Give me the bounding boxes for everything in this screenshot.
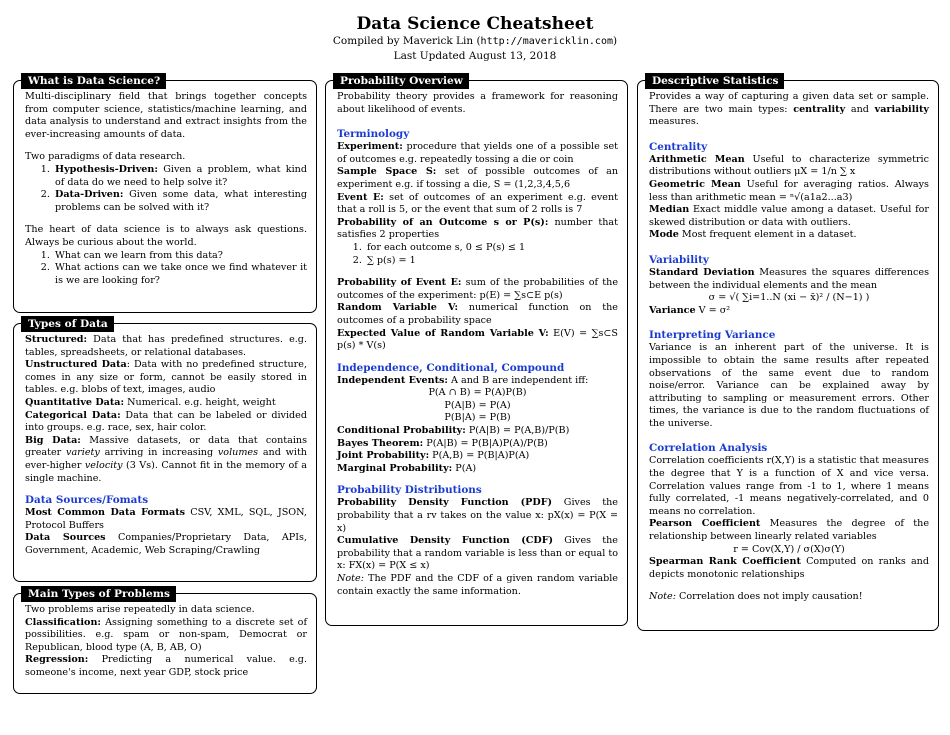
classification-def [25,617,307,655]
formula: σ = √( ∑i=1..N (xi − x̄)² / (N−1) ) [708,292,870,304]
term: Arithmetic Mean [649,153,745,165]
definition: Gives the probability that a rv takes on the value x: pX(x) = P(X = x) [337,497,618,534]
paradigms-intro: Two paradigms of data research. [25,151,186,163]
pdf-def [337,497,618,535]
formats-def [25,507,307,532]
term: Structured: [25,334,88,345]
term: Variance [649,304,696,316]
emphasis: volumes [217,447,259,459]
term: Joint Probability: [337,450,430,462]
joint-def [337,450,618,463]
subheading: Centrality [649,140,708,153]
intro-text: Two problems arise repeatedly in data science. [25,604,255,615]
definition: procedure that yields one of a possible set of outcomes e.g. repeatedly tossing a die or coin [337,141,618,165]
definition: CSV, XML, SQL, JSON, Protocol Buffers [25,507,307,531]
correlation-text: Correlation coefficients r(X,Y) is a statistic that measures the degree that Y is a function of X and vice versa. Correlation values range from -1 to 1, where 1 means fully correlated, -1 means negatively-correlated, and 0 means no correlation. [649,455,929,517]
term: Big Data: [25,434,81,446]
definition: Gives the probability that a random variable is less than or equal to x: FX(x) = P(X ≤ x) [337,535,619,572]
section-title: Descriptive Statistics [645,73,784,89]
intro-text [649,91,929,129]
term: Cumulative Density Function (CDF) [337,535,554,547]
definition: Given a problem, what kind of data do we need to help solve it? [55,163,307,188]
bayes-def [337,438,618,451]
categorical-def [25,410,307,435]
unstructured-def [25,359,307,397]
list-item [53,164,307,189]
formula: P(B|A) = P(B) [444,412,511,424]
definition: P(A|B) = P(B|A)P(A)/P(B) [423,437,548,449]
sources-def [25,532,307,557]
last-updated: Last Updated August 13, 2018 [393,50,557,62]
term: Most Common Data Formats [25,507,186,519]
list-item: 1. for each outcome s, 0 ≤ P(s) ≤ 1 [365,242,618,255]
note [649,591,929,604]
conditional-def [337,425,618,438]
term: Data Sources [25,532,106,544]
spearman-def [649,556,929,581]
event-def [337,192,618,217]
regression-def [25,654,307,679]
term: Mode [649,229,679,241]
formula: P(A|B) = P(A) [444,399,511,411]
term: Probability Density Function (PDF) [337,497,553,509]
definition: Most frequent element in a dataset. [678,229,857,241]
definition: Useful to characterize symmetric distributions without outliers μX = 1/n ∑ x [649,153,929,178]
term: Pearson Coefficient [649,518,761,530]
note-label: Note: [649,591,676,603]
marginal-def [337,463,618,476]
list-item [53,189,307,214]
emphasis: variety [66,447,100,459]
term: Bayes Theorem: [337,437,424,449]
term: Marginal Probability: [337,462,453,474]
term: Quantitative Data: [25,396,125,408]
term: Regression: [25,654,89,666]
definition: E(V) = ∑s⊂S p(s) * V(s) [337,327,618,352]
intro-text: Probability theory provides a framework for reasoning about likelihood of events. [337,91,618,115]
definition: number that satisfies 2 properties [337,216,618,241]
term: Hypothesis-Driven: [55,163,158,175]
compiled-suffix: ) [613,35,618,47]
definition: arriving in increasing [99,447,218,459]
definition: Data that has predefined structures. e.g. tables, spreadsheets, or relational databases. [25,334,307,358]
definition: Companies/Proprietary Data, APIs, Government, Academic, Web Scraping/Crawling [25,532,308,556]
definition: Massive datasets, or data that contains greater [25,434,307,459]
term: Experiment: [337,141,403,153]
median-def [649,204,929,229]
term: Unstructured Data [25,359,127,371]
term: centrality [793,103,846,115]
definition: P(A|B) = P(A,B)/P(B) [465,425,570,437]
definition: Assigning something to a discrete set of possibilities. e.g. spam or non-spam, Democrat or Republican, blood type (A, B, AB, O) [25,616,307,653]
subheading: Independence, Conditional, Compound [337,361,565,374]
term: Conditional Probability: [337,425,466,437]
definition: Useful for averaging ratios. Always less than arithmetic mean = ⁿ√(a1a2...a3) [649,178,929,203]
intro-text: Multi-disciplinary field that brings together concepts from computer science, statistics/machine learning, and data analysis to understand and extract insights from the ever-increasing amounts of data. [25,91,307,140]
text: and [845,103,875,115]
note-text: Correlation does not imply causation! [675,591,863,603]
outcome-prob-def [337,217,618,242]
text: measures. [649,116,699,128]
section-probability-overview [325,75,628,626]
subheading: Probability Distributions [337,484,482,497]
term: Probability of an Outcome s or P(s): [337,216,549,228]
question-list [25,250,307,288]
compiled-by [0,34,950,49]
subheading: Terminology [337,128,410,141]
term: Random Variable V: [337,302,458,314]
section-title: What is Data Science? [21,73,166,89]
definition: V = σ² [695,304,731,316]
interpreting-variance-text: Variance is an inherent part of the universe. It is impossible to obtain the same results after repeated observations of the same event due to random noise/error. Variance can be explained away by attributing to sampling or measurement errors. Other times, the variance is due to the random fluctuations of the universe. [649,342,929,429]
properties-list [337,242,618,267]
std-dev-def [649,267,929,292]
term: variability [874,103,929,115]
arithmetic-mean-def [649,154,929,179]
section-types-of-data [13,318,317,582]
definition: Numerical. e.g. height, weight [124,396,276,408]
definition: Measures the squares differences between the individual elements and the mean [649,266,929,291]
subheading: Data Sources/Fomats [25,494,149,507]
term: Standard Deviation [649,266,755,278]
term: Event E: [337,191,384,203]
compiled-prefix: Compiled by Maverick Lin ( [332,35,481,47]
section-main-types-of-problems [13,588,317,694]
emphasis: velocity [84,459,123,471]
section-title: Probability Overview [333,73,469,89]
variance-def [649,305,929,318]
definition: P(A) [452,462,477,474]
term: Median [649,204,690,216]
term: Spearman Rank Coefficient [649,556,801,568]
definition: and with ever-higher [25,447,307,471]
definition: P(A,B) = P(B|A)P(A) [429,450,530,462]
definition: Computed on ranks and depicts monotonic relationships [649,556,929,580]
list-item: 2. What actions can we take once we find whatever it is we are looking for? [53,262,307,287]
term: Sample Space S: [337,166,437,178]
quantitative-def [25,397,307,410]
section-title: Main Types of Problems [21,586,176,602]
formula: r = Cov(X,Y) / σ(X)σ(Y) [733,543,845,555]
note-text: The PDF and the CDF of a given random variable contain exactly the same information. [337,573,618,597]
heart-text: The heart of data science is to always ask questions. Always be curious about the world. [25,224,307,248]
formula: P(A ∩ B) = P(A)P(B) [428,387,527,399]
subheading: Correlation Analysis [649,442,768,455]
definition: set of outcomes of an experiment e.g. event that a roll is 5, or the event that sum of 2 rolls is 7 [337,191,618,216]
page-title: Data Science Cheatsheet [356,14,594,34]
definition: (3 Vs). Cannot fit in the memory of a single machine. [25,459,308,484]
pearson-def [649,518,929,543]
page-header [0,14,950,63]
definition: sum of the probabilities of the outcomes of the experiment: p(E) = ∑s⊂E p(s) [337,277,618,301]
definition: : Data with no predefined structure, comes in any size or form, cannot be easily stored in tables. e.g. blobs of text, images, audio [25,359,307,396]
definition: Data that can be labeled or divided into groups. e.g. race, sex, hair color. [25,409,307,434]
random-variable-def [337,302,618,327]
definition: set of possible outcomes of an experiment e.g. if tossing a die, S = (1,2,3,4,5,6 [337,166,618,190]
big-data-def [25,435,307,485]
term: Independent Events: [337,374,448,386]
term: Classification: [25,616,101,628]
structured-def [25,334,307,359]
definition: Predicting a numerical value. e.g. someone's income, next year GDP, stock price [25,654,307,678]
geometric-mean-def [649,179,929,204]
expected-value-def [337,328,618,353]
section-descriptive-statistics [637,75,939,631]
subheading: Interpreting Variance [649,329,776,342]
text: Provides a way of capturing a given data set or sample. There are two main types: [649,91,929,115]
term: Probability of Event E: [337,277,462,289]
experiment-def [337,141,618,166]
note [337,573,618,598]
definition: Exact middle value among a dataset. Useful for skewed distribution or data with outliers. [649,204,929,228]
term: Data-Driven: [55,189,124,201]
cdf-def [337,535,618,573]
definition: A and B are independent iff: [447,374,589,386]
list-item: 2. ∑ p(s) = 1 [365,255,618,268]
definition: Given some data, what interesting problems can be solved with it? [55,189,307,213]
mode-def [649,229,929,242]
paradigm-list [25,164,307,214]
note-label: Note: [337,573,364,584]
independent-def [337,375,618,388]
list-item: 1. What can we learn from this data? [53,250,307,263]
event-prob-def [337,277,618,302]
definition: Measures the degree of the relationship between linearly related variables [649,518,929,543]
term: Expected Value of Random Variable V: [337,327,549,339]
section-title: Types of Data [21,316,114,332]
term: Geometric Mean [649,178,741,190]
definition: numerical function on the outcomes of a probability space [337,302,618,326]
author-url[interactable]: http://mavericklin.com [480,36,613,47]
sample-space-def [337,166,618,191]
term: Categorical Data: [25,409,121,421]
subheading: Variability [649,253,709,266]
section-what-is-data-science [13,75,317,313]
